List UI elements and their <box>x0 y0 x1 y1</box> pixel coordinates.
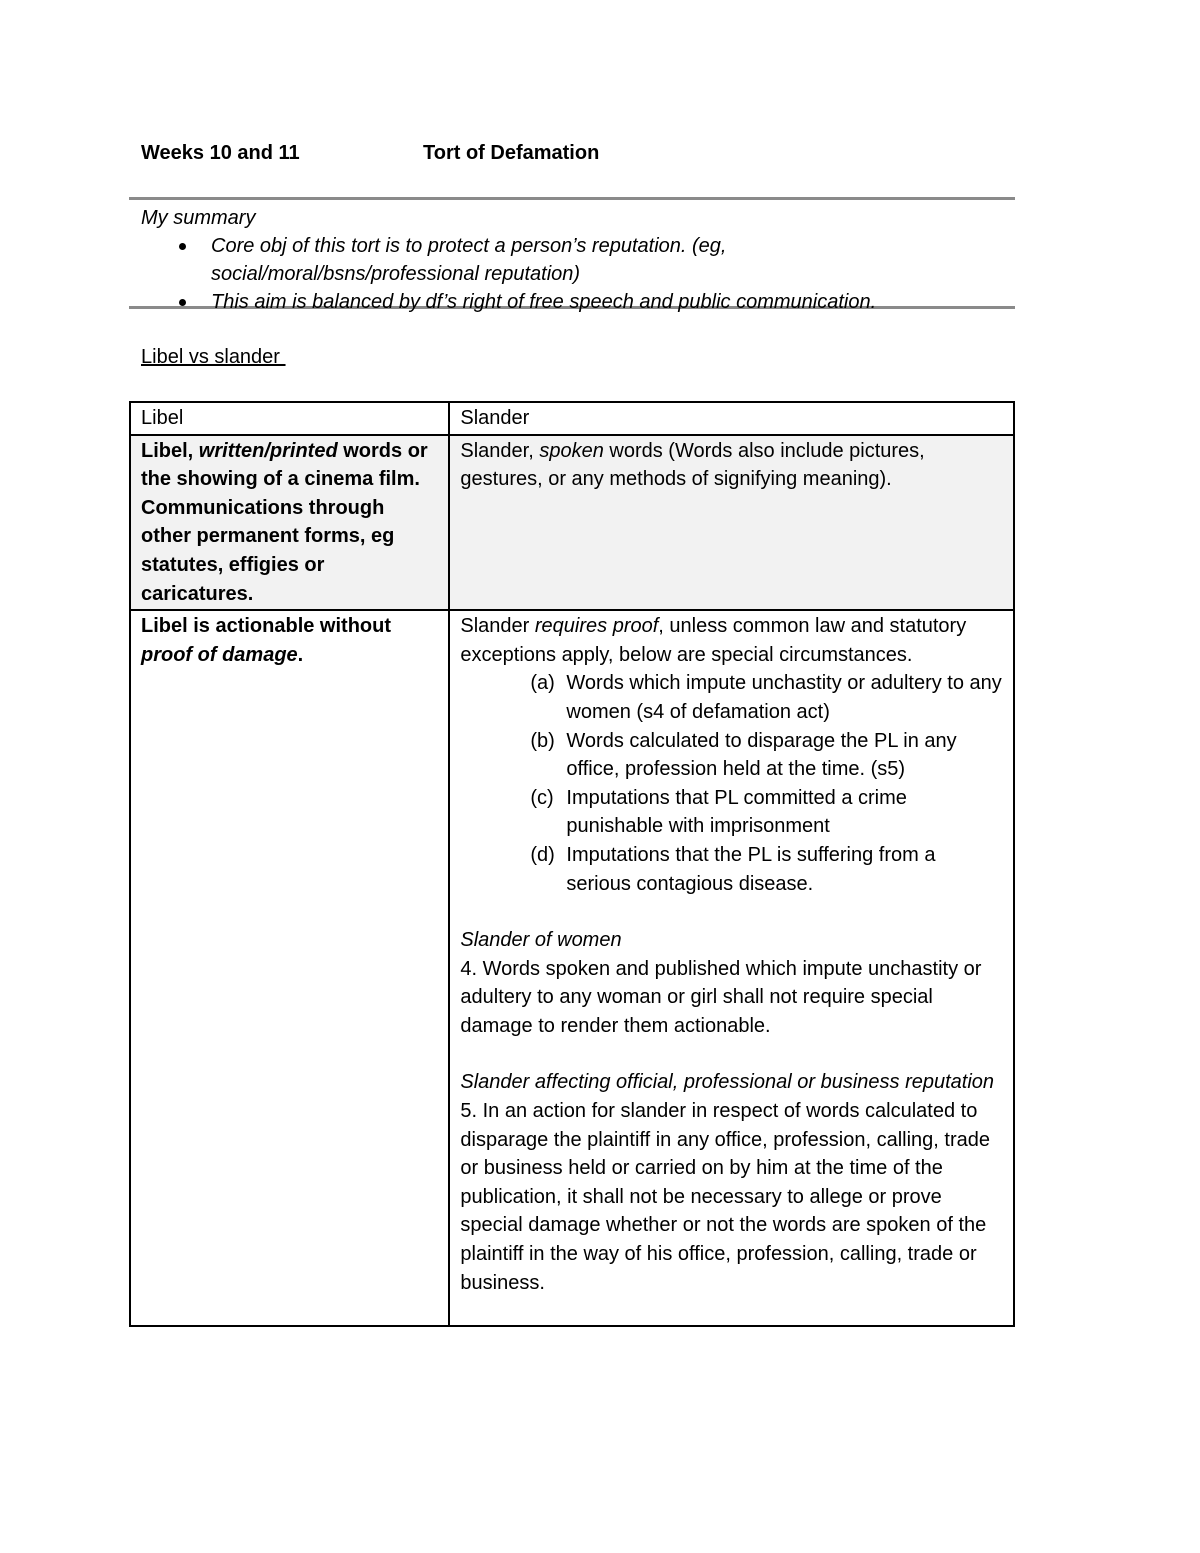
exceptions-list <box>460 669 1003 898</box>
comparison-table <box>129 401 1015 1327</box>
list-item: (a) Words which impute unchastity or adultery to any women (s4 of defamation act) <box>530 672 1002 723</box>
table-row <box>130 435 1014 611</box>
summary-box <box>129 197 1015 313</box>
table-row <box>130 610 1014 1326</box>
cell-libel-damage: Libel is actionable without proof of damage. <box>130 610 449 1326</box>
summary-item <box>129 232 1015 288</box>
document-header <box>141 142 600 165</box>
summary-list <box>129 232 1015 316</box>
summary-item-text: Core obj of this tort is to protect a person’s reputation. (eg, social/moral/bsns/professional reputation) <box>211 235 727 285</box>
document-title: Tort of Defamation <box>423 142 600 164</box>
bullet-icon <box>179 243 186 250</box>
bullet-icon <box>179 299 186 306</box>
cell-libel-definition: Libel, written/printed words or the showing of a cinema film. Communications through other permanent forms, eg statutes, effigies or caricatures. <box>130 435 449 611</box>
summary-item <box>129 288 1015 316</box>
s4-heading: Slander of women <box>460 929 622 952</box>
list-item: (b) Words calculated to disparage the PL in any office, profession held at the time. (s5) <box>530 729 957 781</box>
list-item: (d) Imputations that the PL is suffering from a serious contagious disease. <box>530 843 936 895</box>
list-item: (c) Imputations that PL committed a crime punishable with imprisonment <box>530 786 907 838</box>
s5-text: 5. In an action for slander in respect of words calculated to disparage the plaintiff in any office, profession, calling, trade or business held or carried on by him at the time of the publication, it shall not be necessary to allege or prove special damage whether or not the words are spoken of the plaintiff in the way of his office, profession, calling, trade or business. <box>460 1100 990 1294</box>
cell-slander-definition: Slander, spoken words (Words also include pictures, gestures, or any methods of signifying meaning). <box>449 435 1014 611</box>
s5-heading: Slander affecting official, professional or business reputation <box>460 1071 995 1094</box>
summary-item-text: This aim is balanced by df’s right of free speech and public communication. <box>211 291 877 313</box>
cell-slander-proof <box>449 610 1014 1326</box>
table-header-row <box>130 402 1014 435</box>
column-header-libel: Libel <box>130 402 449 435</box>
column-header-slander: Slander <box>449 402 1014 435</box>
slander-intro: Slander requires proof, unless common law and statutory exceptions apply, below are special circumstances. <box>460 615 967 666</box>
s4-text: 4. Words spoken and published which impute unchastity or adultery to any woman or girl shall not require special damage to render them actionable. <box>460 957 982 1037</box>
weeks-label: Weeks 10 and 11 <box>141 142 300 164</box>
section-title: Libel vs slander <box>141 346 286 368</box>
summary-label: My summary <box>141 207 256 229</box>
